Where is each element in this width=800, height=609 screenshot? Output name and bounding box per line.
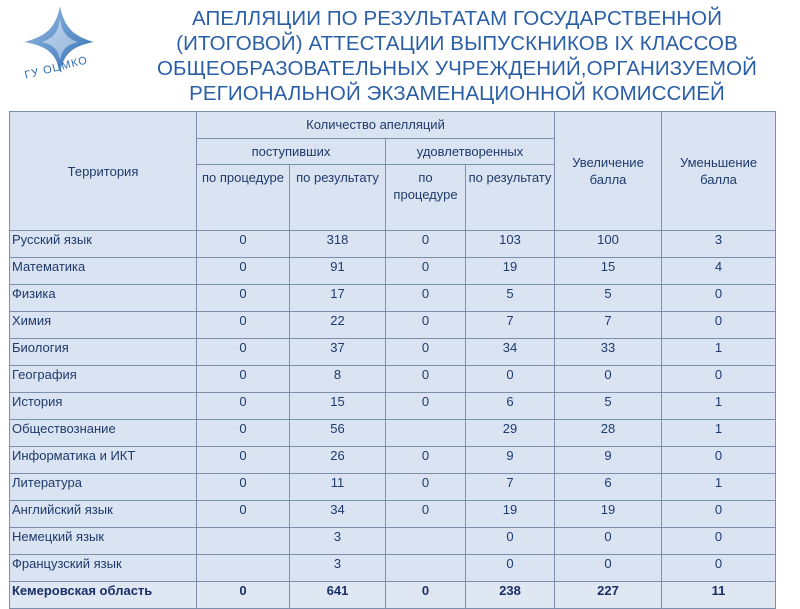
subject-name: Русский язык <box>10 231 197 258</box>
score-increase: 9 <box>555 447 662 474</box>
subject-name: Информатика и ИКТ <box>10 447 197 474</box>
table-row <box>10 474 776 501</box>
satisfied-by-result: 29 <box>466 420 555 447</box>
score-decrease: 0 <box>662 501 776 528</box>
received-by-result: 17 <box>290 285 386 312</box>
satisfied-by-procedure: 0 <box>386 231 466 258</box>
satisfied-by-result: 0 <box>466 366 555 393</box>
subject-name: Французский язык <box>10 555 197 582</box>
subject-name: Биология <box>10 339 197 366</box>
title-line-2: (ИТОГОВОЙ) АТТЕСТАЦИИ ВЫПУСКНИКОВ IX КЛАССОВ <box>176 32 738 55</box>
table-row <box>10 420 776 447</box>
score-increase: 5 <box>555 393 662 420</box>
header-satisfied-by-result: по результату <box>466 165 555 231</box>
score-increase: 28 <box>555 420 662 447</box>
table-row <box>10 366 776 393</box>
received-by-procedure <box>197 555 290 582</box>
score-increase: 5 <box>555 285 662 312</box>
header-received-by-procedure: по процедуре <box>197 165 290 231</box>
received-by-procedure: 0 <box>197 231 290 258</box>
header-appeals-count: Количество апелляций <box>197 112 555 139</box>
score-decrease: 1 <box>662 393 776 420</box>
received-by-result: 11 <box>290 474 386 501</box>
received-by-procedure: 0 <box>197 339 290 366</box>
received-by-procedure: 0 <box>197 285 290 312</box>
total-score-increase: 227 <box>555 582 662 609</box>
subject-name: Математика <box>10 258 197 285</box>
satisfied-by-procedure: 0 <box>386 366 466 393</box>
score-increase: 100 <box>555 231 662 258</box>
satisfied-by-procedure: 0 <box>386 501 466 528</box>
table-row <box>10 231 776 258</box>
score-increase: 6 <box>555 474 662 501</box>
satisfied-by-result: 6 <box>466 393 555 420</box>
total-received-by-result: 641 <box>290 582 386 609</box>
subject-name: География <box>10 366 197 393</box>
score-increase: 7 <box>555 312 662 339</box>
received-by-result: 15 <box>290 393 386 420</box>
logo <box>2 2 114 86</box>
received-by-procedure: 0 <box>197 312 290 339</box>
satisfied-by-result: 103 <box>466 231 555 258</box>
satisfied-by-procedure: 0 <box>386 474 466 501</box>
header-territory: Территория <box>10 112 197 231</box>
score-decrease: 0 <box>662 366 776 393</box>
satisfied-by-procedure: 0 <box>386 339 466 366</box>
subject-name: Английский язык <box>10 501 197 528</box>
satisfied-by-result: 0 <box>466 555 555 582</box>
received-by-procedure: 0 <box>197 420 290 447</box>
received-by-result: 37 <box>290 339 386 366</box>
received-by-result: 91 <box>290 258 386 285</box>
score-decrease: 1 <box>662 339 776 366</box>
score-increase: 19 <box>555 501 662 528</box>
satisfied-by-procedure: 0 <box>386 285 466 312</box>
received-by-procedure: 0 <box>197 474 290 501</box>
satisfied-by-procedure <box>386 555 466 582</box>
received-by-result: 318 <box>290 231 386 258</box>
score-increase: 33 <box>555 339 662 366</box>
score-decrease: 4 <box>662 258 776 285</box>
title-line-1: АПЕЛЛЯЦИИ ПО РЕЗУЛЬТАТАМ ГОСУДАРСТВЕННОЙ <box>191 7 723 30</box>
satisfied-by-procedure <box>386 528 466 555</box>
subject-name: Литература <box>10 474 197 501</box>
total-score-decrease: 11 <box>662 582 776 609</box>
subject-name: Обществознание <box>10 420 197 447</box>
satisfied-by-procedure: 0 <box>386 447 466 474</box>
total-satisfied-by-result: 238 <box>466 582 555 609</box>
received-by-procedure: 0 <box>197 447 290 474</box>
table-row <box>10 528 776 555</box>
table-row <box>10 501 776 528</box>
subject-name: Немецкий язык <box>10 528 197 555</box>
satisfied-by-result: 7 <box>466 312 555 339</box>
table-row <box>10 258 776 285</box>
subject-name: История <box>10 393 197 420</box>
score-decrease: 1 <box>662 474 776 501</box>
total-row <box>10 582 776 609</box>
satisfied-by-result: 7 <box>466 474 555 501</box>
total-satisfied-by-procedure: 0 <box>386 582 466 609</box>
satisfied-by-result: 0 <box>466 528 555 555</box>
received-by-result: 34 <box>290 501 386 528</box>
table-row <box>10 393 776 420</box>
header-satisfied: удовлетворенных <box>386 139 555 165</box>
header-score-decrease: Уменьшение балла <box>662 112 776 231</box>
satisfied-by-result: 5 <box>466 285 555 312</box>
header-score-increase: Увеличение балла <box>555 112 662 231</box>
score-decrease: 3 <box>662 231 776 258</box>
received-by-procedure: 0 <box>197 258 290 285</box>
header-satisfied-by-procedure: по процедуре <box>386 165 466 231</box>
satisfied-by-result: 9 <box>466 447 555 474</box>
subject-name: Химия <box>10 312 197 339</box>
appeals-table <box>9 111 776 609</box>
score-increase: 0 <box>555 555 662 582</box>
satisfied-by-result: 34 <box>466 339 555 366</box>
table-row <box>10 312 776 339</box>
received-by-result: 3 <box>290 555 386 582</box>
score-decrease: 0 <box>662 285 776 312</box>
received-by-procedure <box>197 528 290 555</box>
score-decrease: 1 <box>662 420 776 447</box>
score-decrease: 0 <box>662 447 776 474</box>
table-row <box>10 555 776 582</box>
received-by-result: 56 <box>290 420 386 447</box>
score-decrease: 0 <box>662 555 776 582</box>
received-by-result: 8 <box>290 366 386 393</box>
score-increase: 0 <box>555 366 662 393</box>
received-by-procedure: 0 <box>197 501 290 528</box>
header-received-by-result: по результату <box>290 165 386 231</box>
table-row <box>10 285 776 312</box>
satisfied-by-result: 19 <box>466 258 555 285</box>
satisfied-by-procedure: 0 <box>386 258 466 285</box>
logo-text: ГУ ОЦМКО <box>23 54 90 82</box>
satisfied-by-result: 19 <box>466 501 555 528</box>
satisfied-by-procedure: 0 <box>386 312 466 339</box>
score-decrease: 0 <box>662 528 776 555</box>
header-received: поступивших <box>197 139 386 165</box>
table-row <box>10 447 776 474</box>
total-region-name: Кемеровская область <box>10 582 197 609</box>
total-received-by-procedure: 0 <box>197 582 290 609</box>
received-by-result: 3 <box>290 528 386 555</box>
page-title <box>118 6 796 106</box>
table-row <box>10 339 776 366</box>
score-increase: 0 <box>555 528 662 555</box>
received-by-procedure: 0 <box>197 393 290 420</box>
received-by-result: 22 <box>290 312 386 339</box>
score-decrease: 0 <box>662 312 776 339</box>
satisfied-by-procedure <box>386 420 466 447</box>
received-by-procedure: 0 <box>197 366 290 393</box>
table-body <box>10 231 776 609</box>
satisfied-by-procedure: 0 <box>386 393 466 420</box>
score-increase: 15 <box>555 258 662 285</box>
title-line-4: РЕГИОНАЛЬНОЙ ЭКЗАМЕНАЦИОННОЙ КОМИССИЕЙ <box>189 82 725 105</box>
subject-name: Физика <box>10 285 197 312</box>
title-line-3: ОБЩЕОБРАЗОВАТЕЛЬНЫХ УЧРЕЖДЕНИЙ,ОРГАНИЗУЕМОЙ <box>157 57 757 80</box>
received-by-result: 26 <box>290 447 386 474</box>
